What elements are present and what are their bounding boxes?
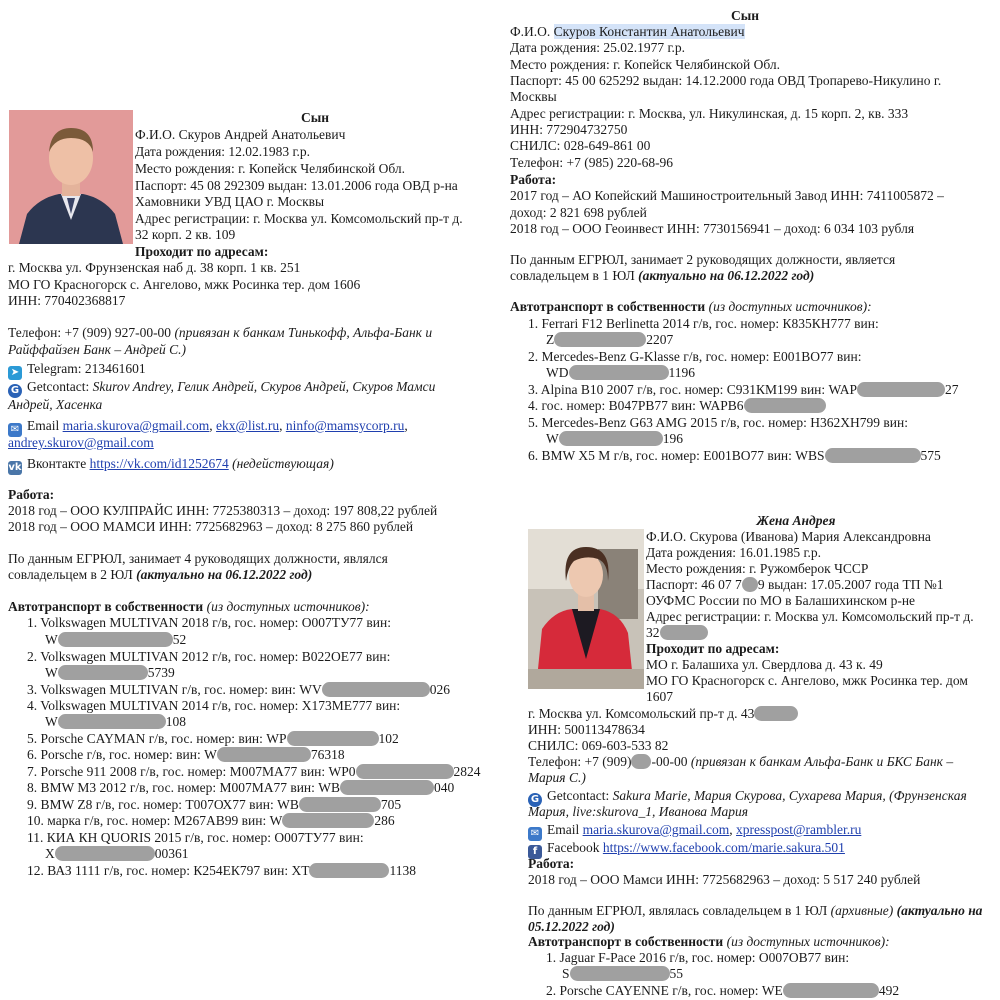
redaction — [744, 398, 826, 413]
email-link[interactable]: xpresspost@rambler.ru — [736, 822, 862, 837]
email-icon: ✉ — [8, 423, 22, 437]
address: г. Москва ул. Комсомольский пр-т д. 43 — [528, 706, 798, 722]
auto-title: Автотранспорт в собственности (из доступных источников): — [510, 299, 872, 314]
passport-line: Паспорт: 45 08 292309 выдан: 13.01.2006 года ОВД р-на — [135, 178, 458, 193]
vk-row: vk Вконтакте https://vk.com/id1252674 (недействующая) — [8, 456, 334, 473]
redaction — [58, 665, 148, 680]
work-item: 2018 год – ООО Мамси ИНН: 7725682963 – доход: 5 517 240 рублей — [528, 872, 921, 887]
car-item: 11. КИА КН QUORIS 2015 г/в, гос. номер: О007ТУ77 вин: — [27, 830, 364, 845]
telegram-icon: ➤ — [8, 366, 22, 380]
getcontact-names: Андрей, Хасенка — [8, 397, 103, 412]
redaction — [58, 632, 173, 647]
vk-icon: vk — [8, 462, 22, 473]
car-item: 2. Porsche CAYENNE г/в, гос. номер: WE 492 — [546, 983, 900, 998]
email-link[interactable]: ekx@list.ru — [216, 418, 280, 433]
person-photo-icon — [9, 110, 133, 244]
auto-title: Автотранспорт в собственности (из доступных источников): — [528, 934, 890, 949]
getcontact-row: G Getcontact: Sakura Marie, Мария Скурова, Сухарева Мария, (Фрунзенская — [528, 788, 967, 807]
addresses-title: Проходит по адресам: — [135, 244, 269, 259]
email-row: ✉ Email maria.skurova@gmail.com, xpresspost@rambler.ru — [528, 822, 861, 841]
inn: ИНН: 770402368817 — [8, 293, 126, 308]
car-item: 1. Volkswagen MULTIVAN 2018 г/в, гос. номер: О007ТУ77 вин: — [27, 615, 391, 630]
snils: СНИЛС: 069-603-533 82 — [528, 738, 669, 753]
birth-date: Дата рождения: 25.02.1977 г.р. — [510, 40, 686, 55]
birth-date: Дата рождения: 16.01.1985 г.р. — [646, 545, 822, 560]
email-link[interactable]: maria.skurova@gmail.com — [62, 418, 210, 433]
phone: Телефон: +7 (909) 927-00-00 (привязан к банкам Тинькофф, Альфа-Банк и — [8, 325, 433, 340]
registration-address: Адрес регистрации: г. Москва ул. Комсомольский пр-т д. — [135, 211, 463, 226]
addresses-title: Проходит по адресам: — [646, 641, 780, 656]
redaction — [559, 431, 663, 446]
getcontact-icon: G — [8, 384, 22, 398]
work-item: 2018 год – ООО МАМСИ ИНН: 7725682963 – доход: 8 275 860 рублей — [8, 519, 414, 534]
car-vin: X 00361 — [45, 846, 189, 861]
vk-link[interactable]: https://vk.com/id1252674 — [89, 456, 229, 471]
car-item: 5. Mercedes-Benz G63 AMG 2015 г/в, гос. номер: Н362ХН799 вин: — [528, 415, 908, 430]
email-link[interactable]: andrey.skurov@gmail.com — [8, 435, 154, 450]
redaction — [340, 780, 434, 795]
telegram-row: ➤ Telegram: 213461601 — [8, 361, 146, 380]
registration-address: 32 — [646, 625, 708, 641]
redaction — [287, 731, 379, 746]
email-icon: ✉ — [528, 827, 542, 841]
phone: Телефон: +7 (909) -00-00 (привязан к банкам Альфа-Банк и БКС Банк – — [528, 754, 954, 769]
egrul: По данным ЕГРЮЛ, занимает 4 руководящих должности, являлся — [8, 551, 388, 566]
car-item: 9. BMW Z8 г/в, гос. номер: Т007ОХ77 вин: WB 705 — [27, 797, 402, 812]
redaction — [282, 813, 374, 828]
passport-line: Паспорт: 45 00 625292 выдан: 14.12.2000 года ОВД Тропарево-Никулино г. — [510, 73, 942, 88]
birth-place: Место рождения: г. Копейск Челябинской Обл. — [135, 161, 405, 176]
car-item: 4. гос. номер: В047РВ77 вин: WAPB6 — [528, 398, 826, 414]
email-row — [8, 435, 154, 451]
redaction — [742, 577, 758, 592]
redaction — [570, 966, 670, 981]
phone-banks: Мария С.) — [528, 770, 586, 785]
redaction — [825, 448, 921, 463]
egrul: По данным ЕГРЮЛ, являлась совладельцем в 1 ЮЛ (архивные) (актуально на — [528, 903, 983, 918]
redaction — [299, 797, 381, 812]
car-vin: W 5739 — [45, 665, 175, 680]
car-vin: W 52 — [45, 632, 187, 647]
photo-andrey — [9, 110, 133, 244]
car-vin: WD 1196 — [546, 365, 695, 380]
birth-place: Место рождения: г. Копейск Челябинской Обл. — [510, 57, 780, 72]
auto-title: Автотранспорт в собственности (из доступных источников): — [8, 599, 370, 614]
fio: Ф.И.О. Скуров Андрей Анатольевич — [135, 127, 346, 142]
car-item: 3. Volkswagen MULTIVAN г/в, гос. номер: вин: WV 026 — [27, 682, 451, 697]
email-link[interactable]: ninfo@mamsycorp.ru — [285, 418, 405, 433]
egrul: 05.12.2022 год) — [528, 919, 615, 934]
registration-address: 32 корп. 2 кв. 109 — [135, 227, 236, 242]
redaction — [554, 332, 646, 347]
redaction — [857, 382, 945, 397]
passport-line: Москвы — [510, 89, 557, 104]
passport-line: Паспорт: 46 07 7 9 выдан: 17.05.2007 года ТП №1 — [646, 577, 944, 592]
redaction — [660, 625, 708, 640]
redaction — [754, 706, 798, 721]
work-title: Работа: — [510, 172, 557, 187]
redaction — [55, 846, 155, 861]
work-title: Работа: — [8, 487, 55, 502]
phone-banks: Райффайзен Банк – Андрей С.) — [8, 342, 186, 357]
inn: ИНН: 500113478634 — [528, 722, 645, 737]
car-item: 2. Volkswagen MULTIVAN 2012 г/в, гос. номер: В022ОЕ77 вин: — [27, 649, 391, 664]
address: МО ГО Красногорск с. Ангелово, мжк Росинка тер. дом 1606 — [8, 277, 361, 292]
passport-line: Хамовники УВД ЦАО г. Москвы — [135, 194, 325, 209]
egrul: совладельцем в 1 ЮЛ (актуально на 06.12.2022 год) — [510, 268, 815, 283]
car-item: 7. Porsche 911 2008 г/в, гос. номер: М007МА77 вин: WP0 2824 — [27, 764, 481, 779]
redaction — [783, 983, 879, 998]
egrul: По данным ЕГРЮЛ, занимает 2 руководящих должности, является — [510, 252, 896, 267]
address: МО г. Балашиха ул. Свердлова д. 43 к. 49 — [646, 657, 883, 672]
inn: ИНН: 772904732750 — [510, 122, 628, 137]
getcontact-row: G Getcontact: Skurov Andrey, Гелик Андрей, Скуров Андрей, Скуров Мамси — [8, 379, 435, 398]
registration-address: Адрес регистрации: г. Москва, ул. Никулинская, д. 15 корп. 2, кв. 333 — [510, 106, 909, 121]
fio: Ф.И.О. Скуров Константин Анатольевич — [510, 24, 745, 39]
car-item: 6. BMW X5 M г/в, гос. номер: Е001ВО77 вин: WBS 575 — [528, 448, 941, 463]
car-item: 4. Volkswagen MULTIVAN 2014 г/в, гос. номер: Х173МЕ777 вин: — [27, 698, 401, 713]
birth-date: Дата рождения: 12.02.1983 г.р. — [135, 144, 311, 159]
email-row: ✉ Email maria.skurova@gmail.com, ekx@list.ru, ninfo@mamsycorp.ru, — [8, 418, 408, 437]
car-item: 1. Jaguar F-Pace 2016 г/в, гос. номер: О007ОВ77 вин: — [546, 950, 850, 965]
egrul: совладельцем в 2 ЮЛ (актуально на 06.12.2022 год) — [8, 567, 313, 582]
car-vin: Z 2207 — [546, 332, 674, 347]
work-item: 2018 год – ООО КУЛПРАЙС ИНН: 7725380313 – доход: 197 808,22 рублей — [8, 503, 438, 518]
heading-son: Сын — [730, 8, 760, 23]
facebook-row: f Facebook https://www.facebook.com/marie.sakura.501 — [528, 840, 845, 859]
photo-maria — [528, 529, 644, 689]
work-item: 2017 год – АО Копейский Машиностроительный Завод ИНН: 7411005872 – — [510, 188, 944, 203]
car-item: 1. Ferrari F12 Berlinetta 2014 г/в, гос. номер: К835КН777 вин: — [528, 316, 879, 331]
facebook-icon: f — [528, 845, 542, 859]
redaction — [309, 863, 389, 878]
work-title: Работа: — [528, 856, 575, 871]
car-item: 6. Porsche г/в, гос. номер: вин: W 76318 — [27, 747, 345, 762]
car-item: 10. марка г/в, гос. номер: М267АВ99 вин: W 286 — [27, 813, 395, 828]
car-item: 12. ВАЗ 1111 г/в, гос. номер: К254ЕК797 вин: XT 1138 — [27, 863, 416, 878]
car-item: 3. Alpina B10 2007 г/в, гос. номер: С931КМ199 вин: WAP 27 — [528, 382, 959, 397]
car-vin: S 55 — [562, 966, 684, 981]
fio: Ф.И.О. Скурова (Иванова) Мария Александровна — [646, 529, 931, 544]
car-item: 2. Mercedes-Benz G-Klasse г/в, гос. номер: Е001ВО77 вин: — [528, 349, 862, 364]
address: МО ГО Красногорск с. Ангелово, мжк Росинка тер. дом — [646, 673, 968, 688]
passport-line: ОУФМС России по МО в Балашихинском р-не — [646, 593, 916, 608]
redaction — [217, 747, 311, 762]
email-link[interactable]: maria.skurova@gmail.com — [582, 822, 730, 837]
address: г. Москва ул. Фрунзенская наб д. 38 корп. 1 кв. 251 — [8, 260, 301, 275]
work-item: 2018 год – ООО Геоинвест ИНН: 7730156941 – доход: 6 034 103 рубля — [510, 221, 915, 236]
redaction — [356, 764, 454, 779]
snils: СНИЛС: 028-649-861 00 — [510, 138, 651, 153]
redaction — [569, 365, 669, 380]
person-photo-icon — [528, 529, 644, 689]
car-item: 5. Porsche CAYMAN г/в, гос. номер: вин: WP 102 — [27, 731, 399, 746]
redaction — [322, 682, 430, 697]
heading-son: Сын — [300, 110, 330, 125]
redaction — [631, 754, 651, 769]
birth-place: Место рождения: г. Ружомберок ЧССР — [646, 561, 869, 576]
phone: Телефон: +7 (985) 220-68-96 — [510, 155, 674, 170]
getcontact-icon: G — [528, 793, 542, 807]
facebook-link[interactable]: https://www.facebook.com/marie.sakura.501 — [602, 840, 845, 855]
redaction — [58, 714, 166, 729]
registration-address: Адрес регистрации: г. Москва ул. Комсомольский пр-т д. — [646, 609, 974, 624]
car-vin: W 196 — [546, 431, 683, 446]
address: 1607 — [646, 689, 673, 704]
getcontact-names: Мария, live:skurova_1, Иванова Мария — [528, 804, 748, 819]
car-vin: W 108 — [45, 714, 186, 729]
heading-wife: Жена Андрея — [756, 513, 836, 528]
work-item: доход: 2 821 698 рублей — [510, 205, 647, 220]
car-item: 8. BMW M3 2012 г/в, гос. номер: М007МА77 вин: WB 040 — [27, 780, 455, 795]
